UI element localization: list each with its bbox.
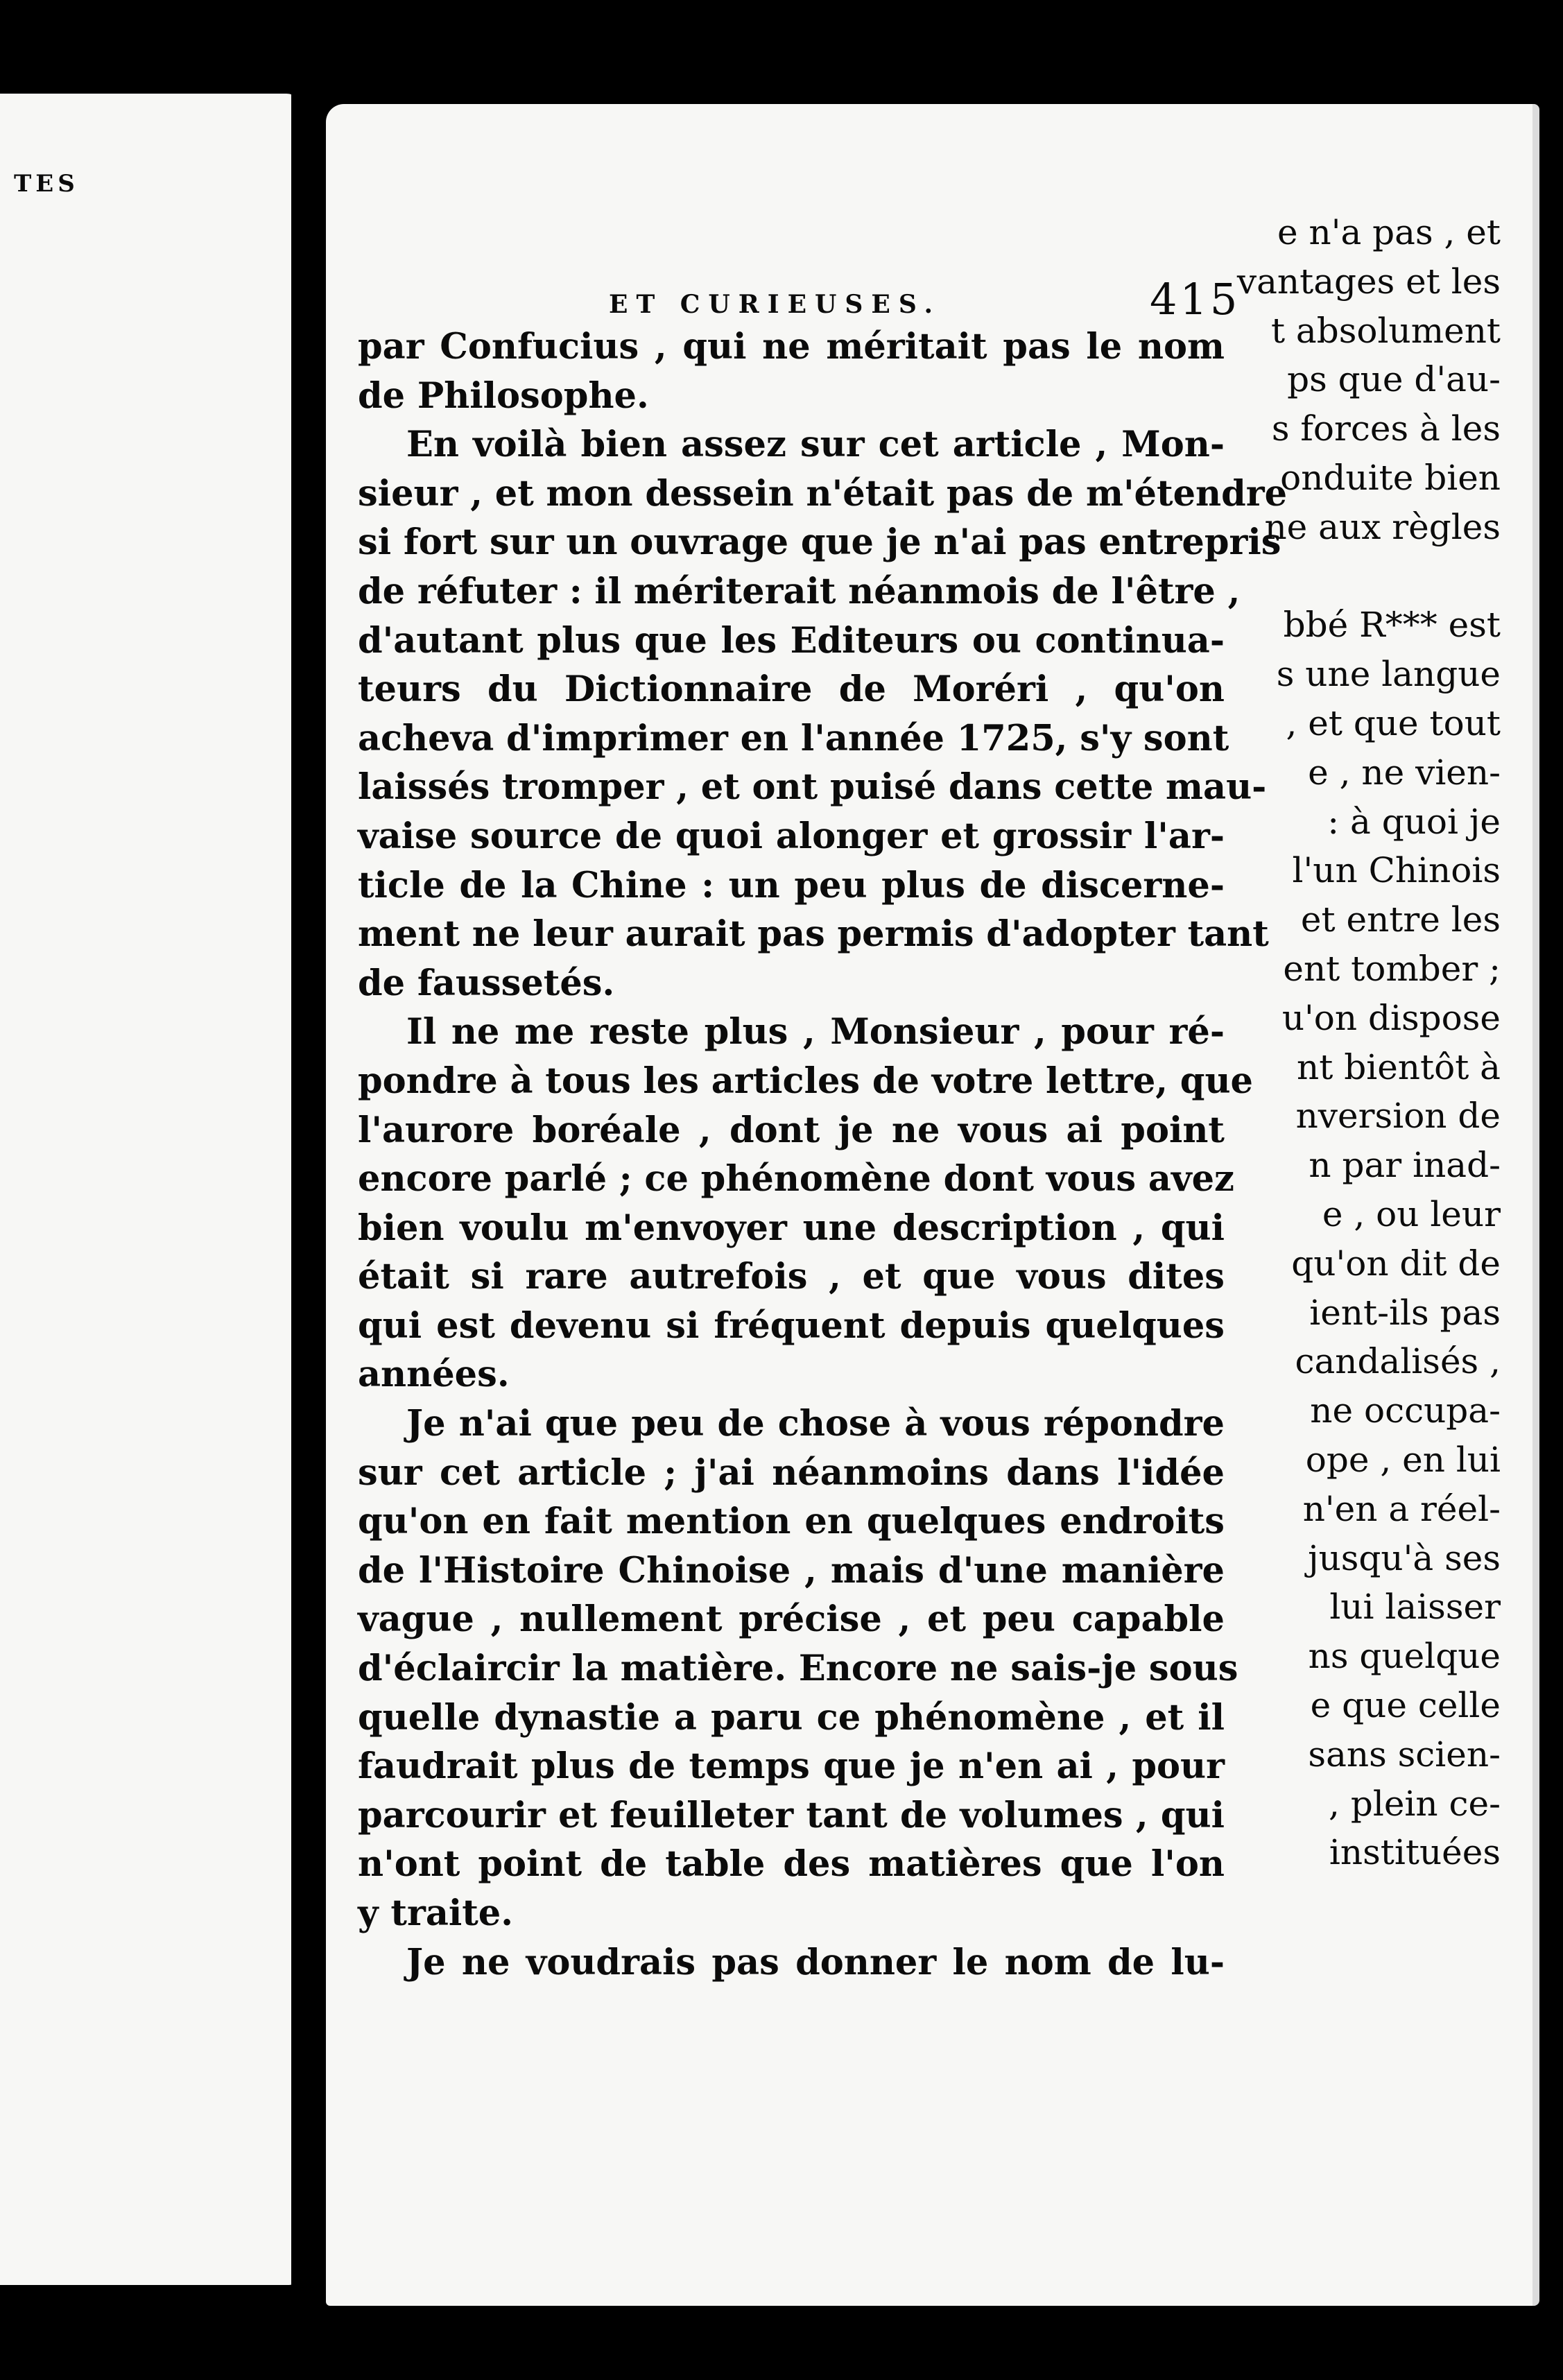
left-text-line: e que celle bbox=[1310, 1684, 1501, 1725]
left-text-line: ne occupa- bbox=[1310, 1390, 1501, 1431]
text-line: l'aurore boréale , dont je ne vous ai point bbox=[358, 1109, 1225, 1151]
left-text-line: jusqu'à ses bbox=[1308, 1537, 1501, 1578]
text-line: sur cet article ; j'ai néanmoins dans l'idée bbox=[358, 1451, 1225, 1494]
left-text-line: n'en a réel- bbox=[1302, 1488, 1501, 1529]
left-text-line: s une langue bbox=[1276, 654, 1501, 695]
text-line: qui est devenu si fréquent depuis quelques bbox=[358, 1304, 1225, 1347]
text-line: teurs du Dictionnaire de Moréri , qu'on bbox=[358, 669, 1225, 711]
left-text-line: : à quoi je bbox=[1327, 801, 1501, 842]
left-text-line: ent tomber ; bbox=[1283, 948, 1501, 989]
text-line: vaise source de quoi alonger et grossir l'ar- bbox=[358, 815, 1225, 857]
text-line: En voilà bien assez sur cet article , Mon- bbox=[406, 424, 1225, 466]
left-text-line: , et que tout bbox=[1286, 702, 1501, 743]
left-text-line: s forces à les bbox=[1271, 408, 1501, 449]
left-page-text bbox=[1223, 208, 1501, 1877]
text-line: quelle dynastie a paru ce phénomène , et il bbox=[358, 1696, 1225, 1739]
left-text-line: e n'a pas , et bbox=[1277, 212, 1501, 252]
left-text-line: ps que d'au- bbox=[1287, 359, 1501, 400]
text-line: faudrait plus de temps que je n'en ai , pour bbox=[358, 1745, 1225, 1788]
text-line: acheva d'imprimer en l'année 1725, s'y sont bbox=[358, 717, 1229, 759]
text-line: vague , nullement précise , et peu capable bbox=[358, 1598, 1225, 1641]
left-text-line: nt bientôt à bbox=[1297, 1046, 1501, 1087]
page-number: 415 bbox=[1150, 274, 1241, 325]
left-text-line: , plein ce- bbox=[1329, 1783, 1501, 1824]
left-text-line: e , ou leur bbox=[1322, 1193, 1501, 1234]
left-text-line: t absolument bbox=[1270, 310, 1501, 351]
left-text-line: ient-ils pas bbox=[1309, 1292, 1501, 1333]
text-line: n'ont point de table des matières que l'on bbox=[358, 1843, 1225, 1886]
left-text-line: qu'on dit de bbox=[1291, 1243, 1501, 1284]
left-text-line: n par inad- bbox=[1309, 1145, 1501, 1186]
left-text-line: ns quelque bbox=[1308, 1636, 1501, 1677]
text-line: sieur , et mon dessein n'était pas de m'étendre bbox=[358, 472, 1288, 515]
left-text-line: ope , en lui bbox=[1305, 1439, 1501, 1480]
left-text-line: ne aux règles bbox=[1264, 506, 1501, 547]
text-line: encore parlé ; ce phénomène dont vous avez bbox=[358, 1158, 1234, 1200]
body-text bbox=[358, 322, 1288, 1987]
text-line: ment ne leur aurait pas permis d'adopter tant bbox=[358, 913, 1269, 956]
text-line: ticle de la Chine : un peu plus de discerne- bbox=[358, 864, 1225, 906]
text-line: parcourir et feuilleter tant de volumes , qui bbox=[358, 1794, 1225, 1836]
text-line: de l'Histoire Chinoise , mais d'une manière bbox=[358, 1549, 1225, 1592]
left-text-line: l'un Chinois bbox=[1292, 850, 1501, 891]
left-text-line: instituées bbox=[1329, 1832, 1501, 1873]
text-line: années. bbox=[358, 1354, 510, 1396]
text-line: de réfuter : il mériterait néanmois de l'être , bbox=[358, 570, 1241, 612]
left-running-header: TES bbox=[14, 170, 79, 198]
running-header: ET CURIEUSES. bbox=[609, 290, 942, 319]
text-line: bien voulu m'envoyer une description , qui bbox=[358, 1207, 1225, 1249]
text-line: Je n'ai que peu de chose à vous répondre bbox=[406, 1403, 1225, 1445]
left-text-line: e , ne vien- bbox=[1308, 752, 1501, 793]
left-text-line: onduite bien bbox=[1280, 457, 1501, 498]
left-text-line: lui laisser bbox=[1329, 1587, 1501, 1628]
text-line: Je ne voudrais pas donner le nom de lu- bbox=[406, 1941, 1225, 1983]
text-line: pondre à tous les articles de votre lettre, que bbox=[358, 1060, 1253, 1102]
left-text-line: sans scien- bbox=[1308, 1734, 1501, 1775]
text-line: si fort sur un ouvrage que je n'ai pas entrepris bbox=[358, 521, 1281, 564]
text-line: de faussetés. bbox=[358, 962, 615, 1004]
left-text-line: et entre les bbox=[1300, 899, 1501, 940]
left-text-line: vantages et les bbox=[1236, 261, 1501, 302]
left-text-line: u'on dispose bbox=[1281, 997, 1501, 1038]
text-line: y traite. bbox=[358, 1892, 513, 1934]
text-line: d'éclaircir la matière. Encore ne sais-je sous bbox=[358, 1648, 1238, 1690]
left-text-line: bbé R*** est bbox=[1283, 605, 1501, 646]
left-text-line: candalisés , bbox=[1295, 1341, 1501, 1382]
left-page bbox=[0, 94, 302, 2285]
text-line: par Confucius , qui ne méritait pas le nom bbox=[358, 326, 1225, 368]
text-line: de Philosophe. bbox=[358, 374, 649, 417]
text-line: était si rare autrefois , et que vous dites bbox=[358, 1256, 1225, 1298]
text-line: qu'on en fait mention en quelques endroits bbox=[358, 1501, 1225, 1543]
left-text-line: nversion de bbox=[1295, 1096, 1501, 1137]
text-line: laissés tromper , et ont puisé dans cette mau- bbox=[358, 766, 1267, 809]
text-line: Il ne me reste plus , Monsieur , pour ré- bbox=[406, 1011, 1225, 1053]
text-line: d'autant plus que les Editeurs ou continua- bbox=[358, 619, 1225, 662]
